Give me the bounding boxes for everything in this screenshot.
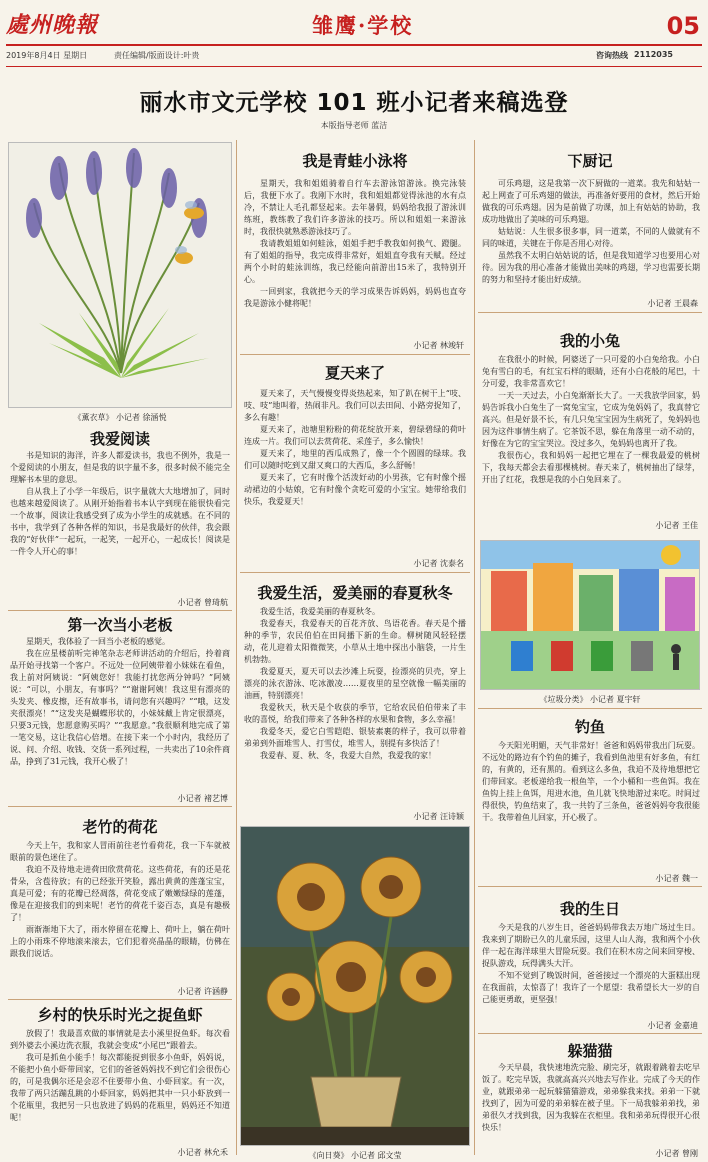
- article-title-lotus: 老竹的荷花: [82, 818, 158, 836]
- page-subhead: 本版指导老师 蓝洁: [320, 121, 388, 130]
- article-body-fishing: 今天阳光明媚，天气非常好！爸爸和妈妈带我出门玩耍。不远处的路边有个钓鱼的摊子，我看到鱼池里有好多鱼，有红的，有黄的，还有黑的。看到这么多鱼，我迫不及待地想把它们带回家。老板递给我一根鱼竿，一个小桶和一些鱼饵。我在鱼钩上挂上鱼饵，甩进水池，鱼儿就飞快地游过来吃。时间过得很快，钓鱼结束了，我一共钓了三条鱼，爸爸妈妈夸我很能干。我带着鱼儿回家，开心极了。: [482, 741, 700, 822]
- article-divider: [478, 312, 702, 313]
- article-body-lotus: 今天上午，我和家人冒雨前往老竹看荷花，我一下车就被眼前的景色迷住了。 我迫不及待地走进荷田欣赏荷花。这些荷花，有的还是花骨朵，含苞待放；有的已经张开笑脸，露出黄黄的莲蓬宝宝，真是可爱；有的花瓣已经凋落，荷花变成了嫩嫩绿绿的莲蓬，像是在迎接我们的到来呢！老竹的荷花千姿百态，真是有趣极了！ 雨渐渐地下大了，雨水停留在花瓣上、荷叶上，躺在荷叶上的小雨珠不停地滚来滚去，它们犯着亮晶晶的眼睛，仿佛在跟我们说话。: [10, 841, 230, 958]
- article-divider: [240, 354, 470, 355]
- article-title-fishing: 钓鱼: [574, 718, 605, 736]
- page-number: 05: [666, 12, 700, 40]
- article-divider: [8, 610, 232, 611]
- byline-hide: 小记者 曾刚: [655, 1149, 698, 1158]
- sunflower-painting: [240, 826, 470, 1146]
- article-divider: [8, 806, 232, 807]
- article-title-birthday: 我的生日: [559, 900, 620, 918]
- lavender-painting: [8, 142, 232, 408]
- article-title-shrimp: 乡村的快乐时光之捉鱼虾: [37, 1006, 203, 1024]
- section-title: 雏鹰·学校: [312, 13, 414, 38]
- article-divider: [478, 886, 702, 887]
- article-body-summer: 夏天来了，天气慢慢变得炎热起来，知了趴在树干上“吱、吱、吱”地叫着，热闹非凡。我们可以去田间、小路旁捉知了，多么有趣！ 夏天来了，池塘里粉粉的荷花绽放开来，碧绿碧绿的荷叶连成一片。我们可以去赏荷花、采莲子，多么愉快！ 夏天来了，地里的西瓜成熟了，像一个个圆圆的绿球。我们可以随时吃到又甜又爽口的大西瓜，多么舒畅！ 夏天来了，它有时像个活泼好动的小男孩，它有时像个摇动裙边的小姑娘，它有时像个贪吃可爱的小宝宝。她带给我们快乐，我爱夏天！: [244, 389, 466, 506]
- info-bar: [6, 50, 702, 64]
- article-title-summer: 夏天来了: [324, 364, 385, 382]
- byline-summer: 小记者 沈泰名: [413, 559, 464, 568]
- byline-frog: 小记者 林竣轩: [413, 341, 464, 350]
- editor-credit: 责任编辑/版面设计:叶贵: [114, 51, 200, 60]
- byline-seasons: 小记者 汪诗颖: [413, 812, 464, 821]
- article-body-teacher: 星期天，我体验了一回当小老板的感觉。 我在应星楼前听完神笔杂志老师讲活动的介绍后，拎着商品开始寻找第一个客户。不远处一位阿姨带着小妹妹在看鱼，我上前对阿姨说：“阿姨您好！我能打扰您两分钟吗？”阿姨说：“可以，小朋友，有事吗？”“谢谢阿姨！我这里有漂亮的头发夹、橡皮擦，还有故事书，请问您有兴趣吗？”“哦，这发夹很漂亮！”“这发夹是蝴蝶形状的，小妹妹戴上肯定很漂亮，只要3元钱，您愿意购买吗？”“我愿意。”我很顺利地完成了第一笔交易，这让我信心倍增。在接下来一个小时内，我经历了说、问、介绍、收钱、交货一系列过程，一共卖出了10余件商品，挣到了31元钱，我开心极了！: [10, 637, 230, 766]
- garbage-sorting-drawing: [480, 540, 700, 690]
- header-rule: [6, 44, 702, 46]
- issue-date: 2019年8月4日 星期日: [6, 51, 88, 60]
- article-body-rabbit: 在我很小的时候，阿婆送了一只可爱的小白兔给我。小白兔有雪白的毛，有红宝石样的眼睛，还有小白花般的尾巴，十分可爱，我非常喜欢它！ 一天一天过去，小白兔渐渐长大了。一天我放学回家，妈妈告诉我小白兔生了一窝兔宝宝，它成为兔妈妈了，我真替它高兴。但是好景不长，有几只兔宝宝因为生病死了，兔妈妈也因为这件事情生病了。它茶饭不思，躲在角落里一动不动的，好像在为它的宝宝哭泣。没过多久，兔妈妈也离开了我。 我很伤心，我和妈妈一起把它埋在了一棵我最爱的桃树下，我每天都会去看那棵桃树。春天来了，桃树抽出了绿芽，开出了红花，我想是我的小白兔回来了。: [482, 355, 700, 484]
- byline-lotus: 小记者 许涵静: [177, 987, 228, 996]
- lavender-caption: 《薰衣草》 小记者 徐涵悦: [73, 413, 167, 422]
- article-body-shrimp: 放假了！我最喜欢做的事情就是去小溪里捉鱼虾。每次看到外婆去小溪边洗衣服，我就会变成“小尾巴”跟着去。 我可是抓鱼小能手！每次都能捉到很多小鱼虾，妈妈说，不能把小鱼小虾带回家，它们的爸爸妈妈找不到它们会很伤心的，可是我偶尔还是会忍不住要带小鱼、小虾回家。有一次，我带了两只活蹦乱跳的小虾回家，妈妈把其中一只小虾放到一个花瓶里，我把另一只也放进了妈妈的花瓶里，妈妈还不知道呢！: [10, 1029, 230, 1122]
- article-body-reading: 书是知识的海洋，许多人都爱读书，我也不例外，我是一个爱阅读的小朋友，但是我的识字量不多，很多时候不能完全理解书本里的意思。 自从我上了小学一年级后，识字量就大大地增加了，同时也越来越爱阅读了。从刚开始指着书本认字到现在能很快看完一个故事，阅读让我感受到了成为小学生的成就感。在不同的书中，我学到了各种各样的知识，书是我最好的伙伴，我会跟我的“好伙伴”一起玩，一起笑，一起开心，一起成长！阅读是一件令人开心的事！: [10, 451, 230, 556]
- article-title-frog: 我是青蛙小泳将: [302, 152, 408, 170]
- header-rule-thin: [6, 66, 702, 67]
- byline-reading: 小记者 曾琦航: [177, 598, 228, 607]
- article-title-seasons: 我爱生活，爱美丽的春夏秋冬: [257, 584, 453, 602]
- byline-fishing: 小记者 魏一: [655, 874, 698, 883]
- byline-birthday: 小记者 金嘉迪: [647, 1021, 698, 1030]
- sunflower-caption: 《向日葵》 小记者 邱文莹: [308, 1151, 402, 1160]
- article-title-reading: 我爱阅读: [89, 430, 150, 448]
- article-divider: [478, 1033, 702, 1034]
- article-divider: [8, 999, 232, 1000]
- byline-shrimp: 小记者 林允禾: [177, 1148, 228, 1157]
- article-divider: [478, 708, 702, 709]
- article-title-teacher: 第一次当小老板: [67, 616, 173, 634]
- page-headline: 丽水市文元学校 101 班小记者来稿选登: [139, 90, 569, 116]
- article-title-hide: 躲猫猫: [567, 1042, 613, 1060]
- hotline-number: 2112035: [634, 50, 673, 59]
- article-body-birthday: 今天是我的八岁生日，爸爸妈妈带我去万地广场过生日。我来到了期盼已久的儿童乐园，这里人山人海，我和两个小伙伴一起在海洋球里大冒险玩耍。我们在积木房之间来回穿梭、捉队游戏，玩得满头大汗。 不知不觉到了晚饭时间，爸爸接过一个漂亮的大蛋糕出现在我面前，太惊喜了！我许了一个愿望：我希望长大一岁的自己能更勇敢，更坚强！: [482, 923, 700, 1004]
- article-body-frog: 星期天，我和姐姐骑着自行车去游泳馆游泳。换完泳装后，我便下水了。我刚下水时，我和姐姐都觉得泳池的水有点冷，不禁让人毛孔都竖起来。去年暑假，妈妈给我报了游泳训练班，教练教了我们许多游泳的技巧。所以和姐姐一来游泳时，我很快就熟悉游泳技巧了。 我请教姐姐如何蛙泳，姐姐手把手教我如何换气、蹬腿。有了姐姐的指导，我完成得非常好，姐姐直夸我有天赋。经过两个小时的蛙泳训练，我已经能向前游出15米了，我特别开心。 一回到家，我就把今天的学习成果告诉妈妈，妈妈也直夸我是游泳小健将呢！: [244, 179, 466, 308]
- garbage-caption: 《垃圾分类》 小记者 夏宇轩: [539, 695, 641, 704]
- hotline-label: 咨询热线: [596, 51, 628, 60]
- article-title-rabbit: 我的小兔: [559, 332, 620, 350]
- article-title-kitchen: 下厨记: [567, 152, 613, 170]
- article-body-hide: 今天早晨，我快速地洗完脸、刷完牙，就跟着跳着去吃早饭了。吃完早饭，我就高高兴兴地去写作业。完成了今天的作业，就跟弟弟一起玩躲猫猫游戏，弟弟躲我来找。弟弟一下就找到了，因为可爱的弟弟躲在被子里。下一局我躲弟弟找，弟弟很久才找到我，因为我躲在衣柜里。我和弟弟玩得很开心很快乐！: [482, 1063, 700, 1132]
- article-body-seasons: 我爱生活，我爱美丽的春夏秋冬。 我爱春天，我爱春天的百花齐放、鸟语花香。春天是个播种的季节，农民伯伯在田间播下新的生命。柳树随风轻轻摆动，花儿迎着太阳微微笑，小草从土地中探出小脑袋，一片生机勃勃。 我爱夏天，夏天可以去沙滩上玩耍，捡漂亮的贝壳，穿上漂亮的泳衣游泳、吃冰激凌……夏夜里的星空就像一幅美丽的油画，特别漂亮！ 我爱秋天，秋天是个收获的季节，它给农民伯伯带来了丰收的喜悦，给我们带来了各种各样的水果和食物，多么幸福！ 我爱冬天，爱它白雪皑皑、银装素裹的样子，我可以带着弟弟到外面堆雪人、打雪仗，堆雪人，别提有多快活了！ 我爱春、夏、秋、冬，我爱大自然，我爱我的家！: [244, 607, 466, 760]
- newspaper-logo: 處州晚報: [6, 12, 99, 38]
- byline-kitchen: 小记者 王晨森: [647, 299, 698, 308]
- byline-teacher: 小记者 褚艺博: [177, 794, 228, 803]
- byline-rabbit: 小记者 王佳: [655, 521, 698, 530]
- column-divider: [474, 140, 475, 1155]
- column-divider: [236, 140, 237, 1155]
- article-divider: [240, 572, 470, 573]
- article-body-kitchen: 可乐鸡翅，这是我第一次下厨做的一道菜。我先和姑姑一起上网查了可乐鸡翅的做法，再准备好要用的食材，然后开始做我的可乐鸡翅。因为是前做了功课，加上有姑姑的协助，我成功地做出了美味的可乐鸡翅。 姑姑说：人生很多很多事，同一道菜，不同的人做就有不同的味道，关键在于你是否用心对待。 虽然我不太明白姑姑说的话，但是我知道学习也要用心对待。因为我的用心准备才能做出美味的鸡翅，学习也需要长期的努力和坚持才能出好成绩。: [482, 179, 700, 284]
